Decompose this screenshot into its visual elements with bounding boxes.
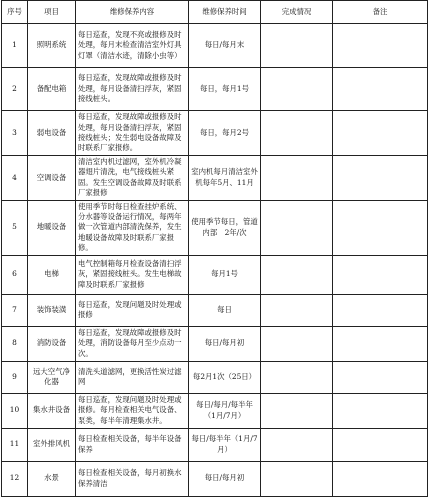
cell-item: 电梯 xyxy=(28,255,76,294)
cell-no: 8 xyxy=(2,326,28,361)
cell-item: 弱电设备 xyxy=(28,111,76,156)
table-row xyxy=(2,393,428,428)
table-row xyxy=(2,326,428,361)
cell-note xyxy=(333,24,428,68)
cell-item: 装饰装潢 xyxy=(28,294,76,326)
cell-content: 使用季节时每日检查挂炉系统、分水器等设备运行情况，每两年做一次管道内部清洗保养，发生地暖设备故障及时联系厂家报修。 xyxy=(76,200,189,255)
cell-status xyxy=(261,24,333,68)
cell-item: 地暖设备 xyxy=(28,200,76,255)
cell-note xyxy=(333,156,428,201)
table-row xyxy=(2,255,428,294)
cell-item: 备配电箱 xyxy=(28,68,76,111)
cell-time: 每日，每月2号 xyxy=(189,111,261,156)
cell-no: 10 xyxy=(2,393,28,428)
cell-content: 每日巡查，发现问题及时处理或报修。每月检查相关电气设备、泵类，每半年清理集水井。 xyxy=(76,393,189,428)
cell-content: 每日巡查，发现故障或报修及时处理，每月设备清扫浮灰，紧固接线桩头；发生弱电设备故障及时联系厂家报修。 xyxy=(76,111,189,156)
header-time: 维修保养时间 xyxy=(189,1,261,24)
cell-item: 室外排风机 xyxy=(28,428,76,461)
cell-note xyxy=(333,393,428,428)
cell-note xyxy=(333,294,428,326)
cell-content: 清洁室内机过滤网，室外机冷凝器翅片清洗，电气接线桩头紧固。发生空调设备故障及时联系厂家报修 xyxy=(76,156,189,201)
table-row xyxy=(2,156,428,201)
maintenance-table xyxy=(1,0,428,497)
cell-note xyxy=(333,461,428,496)
table-row xyxy=(2,24,428,68)
table-row xyxy=(2,68,428,111)
cell-time: 每日/每月末 xyxy=(189,24,261,68)
cell-note xyxy=(333,200,428,255)
cell-no: 9 xyxy=(2,361,28,393)
cell-item: 消防设备 xyxy=(28,326,76,361)
cell-status xyxy=(261,428,333,461)
cell-status xyxy=(261,461,333,496)
cell-time: 每日/每月初 xyxy=(189,461,261,496)
cell-item: 集水井设备 xyxy=(28,393,76,428)
cell-note xyxy=(333,428,428,461)
cell-item: 空调设备 xyxy=(28,156,76,201)
cell-time: 每2月1次（25日） xyxy=(189,361,261,393)
header-row xyxy=(2,1,428,24)
cell-status xyxy=(261,393,333,428)
cell-item: 远大空气净化器 xyxy=(28,361,76,393)
header-note: 备注 xyxy=(333,1,428,24)
cell-time: 每月1号 xyxy=(189,255,261,294)
cell-content: 每日巡查，发现故障或报修及时处理，每月设备清扫浮灰，紧固接线桩头。 xyxy=(76,68,189,111)
cell-note xyxy=(333,326,428,361)
cell-content: 每日检查相关设备，每半年设备保养 xyxy=(76,428,189,461)
cell-status xyxy=(261,200,333,255)
cell-item: 水景 xyxy=(28,461,76,496)
cell-status xyxy=(261,111,333,156)
cell-note xyxy=(333,111,428,156)
table-row xyxy=(2,294,428,326)
cell-note xyxy=(333,68,428,111)
cell-time: 室内机每月清洁室外机每年5月、11月 xyxy=(189,156,261,201)
cell-no: 3 xyxy=(2,111,28,156)
header-status: 完成情况 xyxy=(261,1,333,24)
cell-no: 11 xyxy=(2,428,28,461)
cell-content: 电气控制箱每月检查设备清扫浮灰，紧固接线桩头。发生电梯故障及时联系厂家报修 xyxy=(76,255,189,294)
cell-no: 5 xyxy=(2,200,28,255)
cell-no: 4 xyxy=(2,156,28,201)
header-item: 项目 xyxy=(28,1,76,24)
cell-status xyxy=(261,326,333,361)
cell-time: 每日/每月初 xyxy=(189,326,261,361)
cell-time: 每日，每月1号 xyxy=(189,68,261,111)
cell-note xyxy=(333,255,428,294)
cell-no: 2 xyxy=(2,68,28,111)
cell-content: 每日巡查，发现问题及时处理或报修 xyxy=(76,294,189,326)
header-no: 序号 xyxy=(2,1,28,24)
cell-no: 7 xyxy=(2,294,28,326)
cell-note xyxy=(333,361,428,393)
cell-status xyxy=(261,294,333,326)
cell-content: 每日巡查，发现不亮或报修及时处理，每月末检查清洁室外灯具灯罩（清洁水迹，清除小虫等） xyxy=(76,24,189,68)
table-row xyxy=(2,428,428,461)
header-content: 维修保养内容 xyxy=(76,1,189,24)
cell-no: 6 xyxy=(2,255,28,294)
cell-time: 每日 xyxy=(189,294,261,326)
cell-time: 每日/每月/每半年 （1月/7月） xyxy=(189,393,261,428)
table-row xyxy=(2,200,428,255)
cell-status xyxy=(261,68,333,111)
cell-time: 每日/每半年（1月/7月） xyxy=(189,428,261,461)
cell-time: 使用季节每日，管道内部 2年/次 xyxy=(189,200,261,255)
cell-no: 1 xyxy=(2,24,28,68)
table-row xyxy=(2,111,428,156)
cell-no: 12 xyxy=(2,461,28,496)
table-row xyxy=(2,361,428,393)
cell-status xyxy=(261,156,333,201)
cell-status xyxy=(261,361,333,393)
cell-status xyxy=(261,255,333,294)
cell-content: 清洗头道滤网，更换活性炭过滤网 xyxy=(76,361,189,393)
cell-item: 照明系统 xyxy=(28,24,76,68)
cell-content: 每日检查相关设备，每月初换水保养清洁 xyxy=(76,461,189,496)
cell-content: 每日巡查，发现故障或报修及时处理，消防设备每月至少点动一次。 xyxy=(76,326,189,361)
table-row xyxy=(2,461,428,496)
